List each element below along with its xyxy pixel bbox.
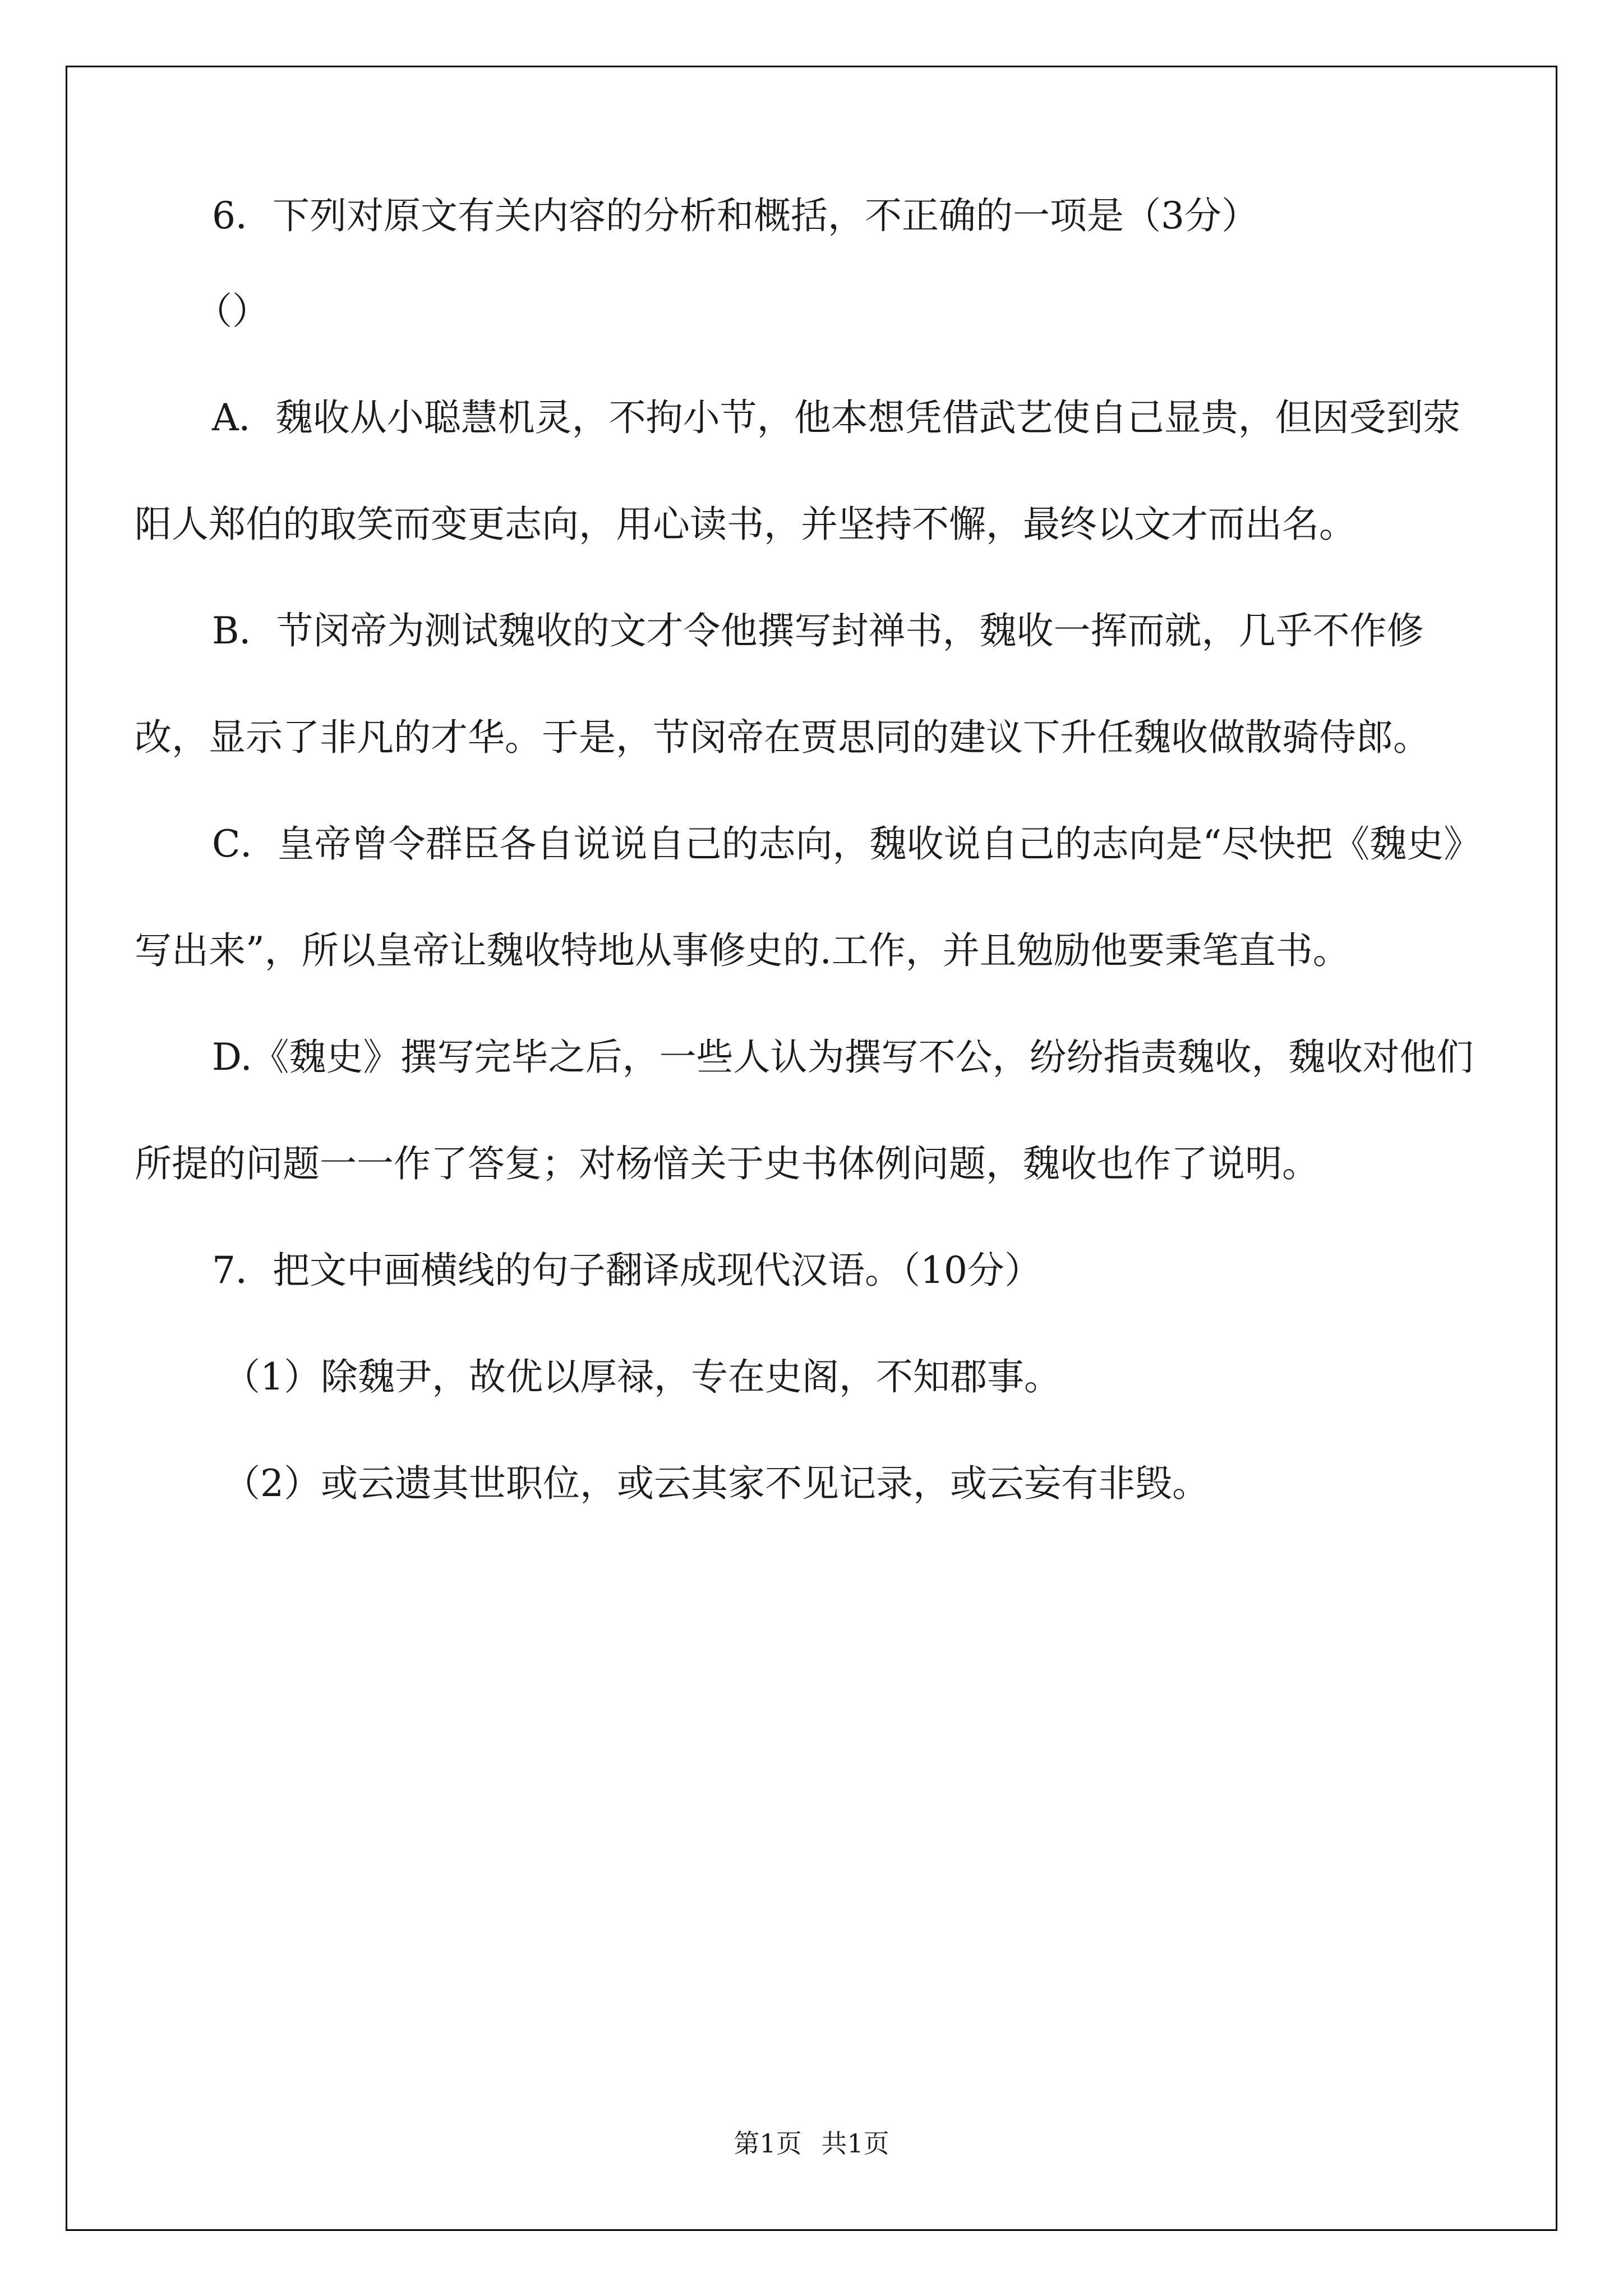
page-total: 共1页 [821, 2128, 889, 2159]
document-body [135, 84, 1481, 1537]
question-6-stem: 6．下列对原文有关内容的分析和概括，不正确的一项是（3分） [212, 194, 1258, 237]
question-6-option-a: A．魏收从小聪慧机灵，不拘小节，他本想凭借武艺使自己显贵，但因受到荥阳人郑伯的取笑而变更志向，用心读书，并坚持不懈，最终以文才而出名。 [135, 396, 1460, 546]
question-7-item-2: （2）或云遗其世职位，或云其家不见记录，或云妄有非毁。 [223, 1462, 1209, 1505]
question-6-answer-blank: （） [195, 289, 269, 333]
question-7-item-1: （1）除魏尹，故优以厚禄，专在史阁，不知郡事。 [223, 1355, 1061, 1398]
question-6-option-c: C．皇帝曾令群臣各自说说自己的志向，魏收说自己的志向是“尽快把《魏史》写出来”，所以皇帝让魏收特地从事修史的.工作，并且勉励他要秉笔直书。 [135, 822, 1463, 972]
question-6-option-b: B．节闵帝为测试魏收的文才令他撰写封禅书，魏收一挥而就，几乎不作修改，显示了非凡的才华。于是，节闵帝在贾思同的建议下升任魏收做散骑侍郎。 [135, 609, 1430, 759]
question-6-option-d: D.《魏史》撰写完毕之后，一些人认为撰写不公，纷纷指责魏收，魏收对他们所提的问题一一作了答复；对杨愔关于史书体例问题，魏收也作了说明。 [135, 1036, 1474, 1185]
page-footer [0, 2123, 1623, 2160]
page-number: 第1页 [734, 2128, 802, 2159]
question-7-stem: 7．把文中画横线的句子翻译成现代汉语。（10分） [212, 1249, 1041, 1292]
